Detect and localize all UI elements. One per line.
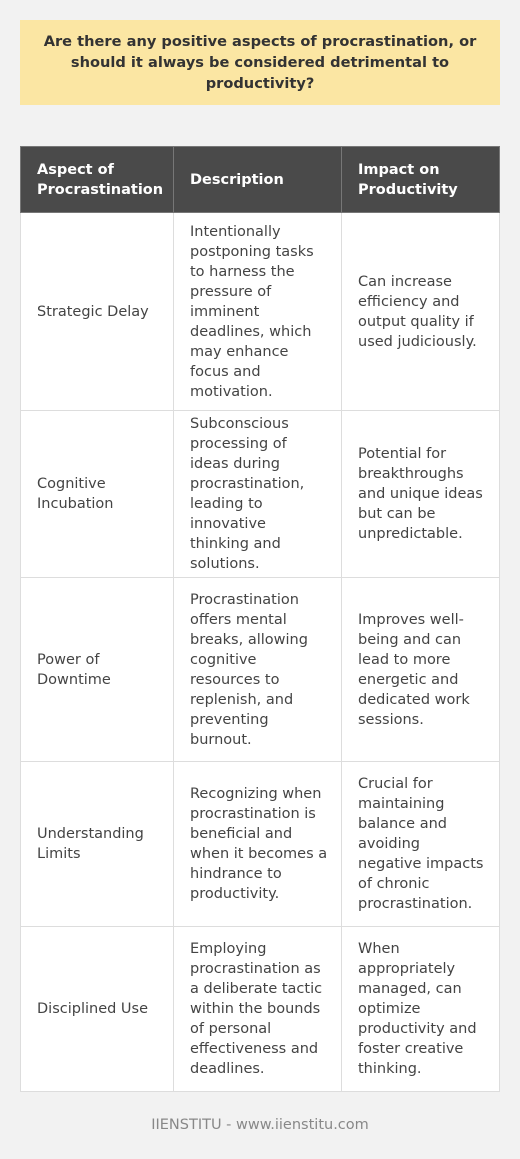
header-impact: Impact on Productivity bbox=[342, 147, 500, 213]
cell-impact: Potential for breakthroughs and unique ideas but can be unpredictable. bbox=[342, 411, 500, 578]
cell-description: Recognizing when procrastination is beneficial and when it becomes a hindrance to productivity. bbox=[174, 762, 342, 927]
procrastination-table bbox=[20, 146, 500, 1092]
cell-description: Employing procrastination as a deliberate tactic within the bounds of personal effectiveness and deadlines. bbox=[174, 927, 342, 1092]
cell-description: Procrastination offers mental breaks, allowing cognitive resources to replenish, and preventing burnout. bbox=[174, 578, 342, 762]
cell-impact: Can increase efficiency and output quality if used judiciously. bbox=[342, 213, 500, 411]
page-title: Are there any positive aspects of procrastination, or should it always be considered detrimental to productivity? bbox=[43, 33, 477, 92]
procrastination-table-container bbox=[20, 146, 499, 1092]
cell-impact: When appropriately managed, can optimize productivity and foster creative thinking. bbox=[342, 927, 500, 1092]
cell-description: Intentionally postponing tasks to harness the pressure of imminent deadlines, which may enhance focus and motivation. bbox=[174, 213, 342, 411]
header-row bbox=[21, 147, 500, 213]
table-row bbox=[21, 411, 500, 578]
cell-aspect: Cognitive Incubation bbox=[21, 411, 174, 578]
table-row bbox=[21, 762, 500, 927]
cell-description: Subconscious processing of ideas during procrastination, leading to innovative thinking and solutions. bbox=[174, 411, 342, 578]
cell-aspect: Understanding Limits bbox=[21, 762, 174, 927]
title-banner bbox=[20, 20, 500, 105]
table-row bbox=[21, 578, 500, 762]
header-aspect: Aspect of Procrastination bbox=[21, 147, 174, 213]
cell-aspect: Disciplined Use bbox=[21, 927, 174, 1092]
cell-aspect: Strategic Delay bbox=[21, 213, 174, 411]
table-header bbox=[21, 147, 500, 213]
cell-impact: Improves well-being and can lead to more energetic and dedicated work sessions. bbox=[342, 578, 500, 762]
cell-aspect: Power of Downtime bbox=[21, 578, 174, 762]
footer-credit: IIENSTITU - www.iienstitu.com bbox=[151, 1117, 369, 1133]
table-row bbox=[21, 213, 500, 411]
table-row bbox=[21, 927, 500, 1092]
header-description: Description bbox=[174, 147, 342, 213]
cell-impact: Crucial for maintaining balance and avoiding negative impacts of chronic procrastination. bbox=[342, 762, 500, 927]
table-body bbox=[21, 213, 500, 1092]
